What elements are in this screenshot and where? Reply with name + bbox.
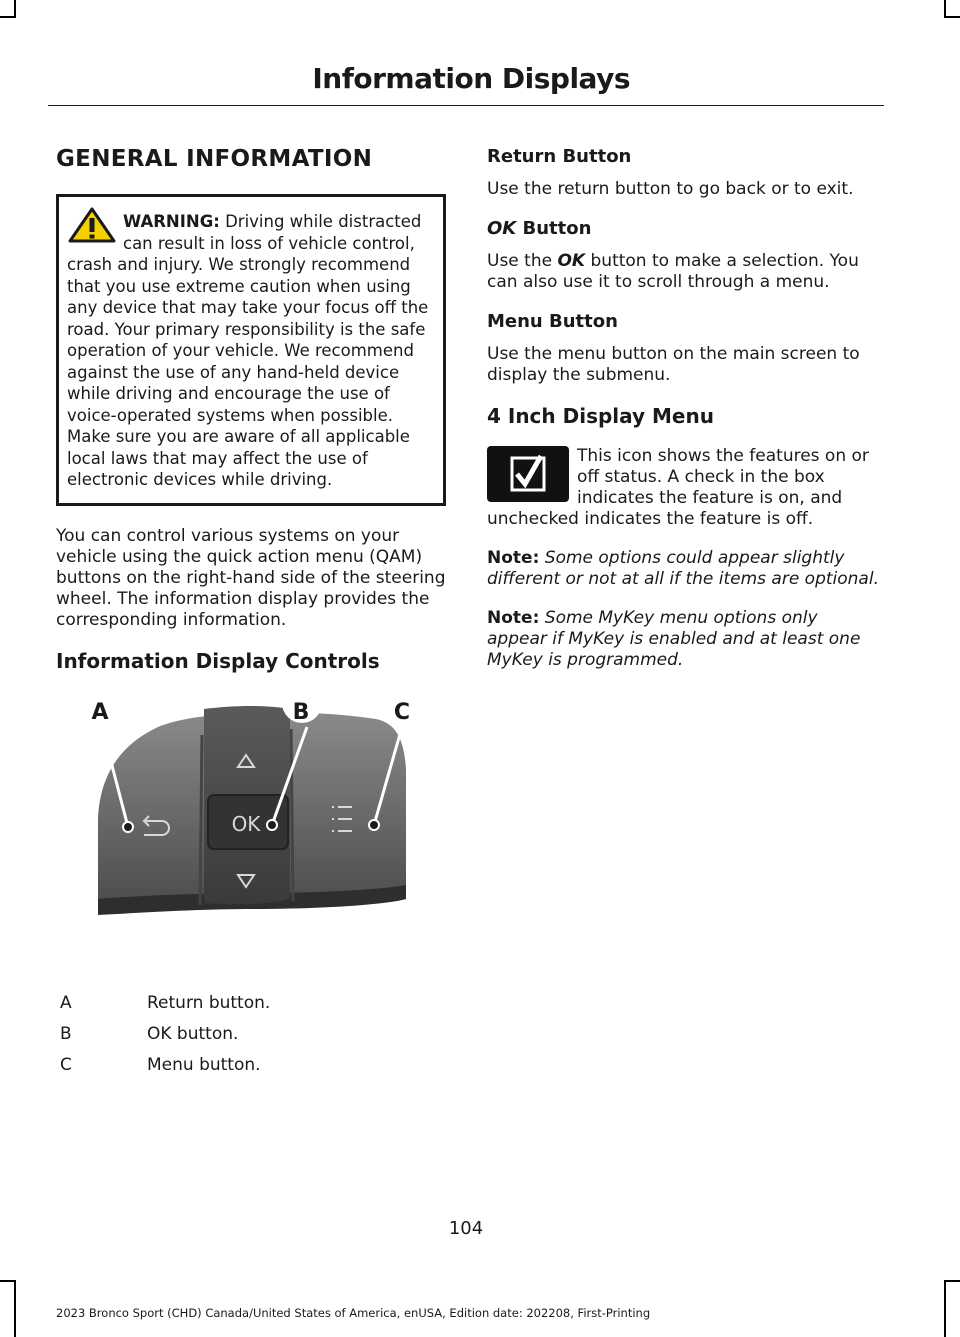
warning-box: [56, 194, 446, 506]
crop-mark: [0, 1280, 16, 1282]
ok-heading-rest: Button: [516, 218, 592, 239]
return-button-heading: Return Button: [487, 146, 632, 167]
right-column: [487, 146, 882, 689]
page-number: 104: [448, 1218, 484, 1239]
checkbox-checked-icon: [487, 446, 569, 508]
intro-paragraph: You can control various systems on your vehicle using the quick action menu (QAM) buttons on the right-hand side of the steering wheel. The information display provides the corresponding information.: [56, 525, 446, 630]
legend-text: Menu button.: [147, 1054, 261, 1075]
steering-controls-figure: [91, 699, 416, 961]
checkbox-text: This icon shows the features on or off status. A check in the box indicates the feature is on, and unchecked indicates the feature is off.: [487, 446, 869, 529]
left-column: [56, 146, 446, 1086]
ok-button-heading: [487, 218, 882, 239]
controls-heading: Information Display Controls: [56, 648, 380, 673]
checkbox-paragraph: [487, 446, 882, 530]
warning-label: WARNING:: [123, 212, 220, 231]
legend-text: Return button.: [147, 992, 271, 1013]
ok-text-pre: Use the: [487, 251, 558, 271]
menu-button-heading: Menu Button: [487, 311, 618, 332]
legend-row: [56, 1055, 446, 1076]
crop-mark: [14, 1280, 16, 1337]
legend-key: A: [60, 992, 72, 1013]
warning-triangle-icon: [67, 207, 119, 241]
footer-text: 2023 Bronco Sport (CHD) Canada/United States of America, enUSA, Edition date: 202208, First-Printing: [56, 1306, 651, 1320]
legend-row: [56, 1024, 446, 1045]
crop-mark: [944, 1280, 960, 1282]
section-title: GENERAL INFORMATION: [56, 146, 373, 172]
menu-button-text: Use the menu button on the main screen to display the submenu.: [487, 344, 860, 385]
ok-text-post: button to make a selection. You can also use it to scroll through a menu.: [487, 251, 859, 292]
note-text: Some options could appear slightly different or not at all if the items are optional.: [487, 548, 879, 589]
legend-key: C: [60, 1054, 72, 1075]
ok-button-label: OK: [231, 811, 261, 836]
header-divider: [48, 105, 884, 106]
ok-button-text: [487, 251, 882, 293]
legend-text: OK button.: [147, 1023, 239, 1044]
callout-a: A: [91, 699, 109, 725]
note-text: Some MyKey menu options only appear if MyKey is enabled and at least one MyKey is programmed.: [487, 608, 861, 670]
figure-legend: [56, 993, 446, 1076]
note-label: Note:: [487, 548, 540, 568]
crop-mark: [0, 16, 16, 18]
note-1: [487, 548, 882, 590]
return-button-text: Use the return button to go back or to exit.: [487, 179, 854, 199]
ok-heading-italic: OK: [487, 218, 517, 239]
crop-mark: [944, 1280, 946, 1337]
display-menu-heading: 4 Inch Display Menu: [487, 404, 714, 428]
crop-mark: [944, 16, 960, 18]
note-2: [487, 608, 882, 671]
warning-text: Driving while distracted can result in loss of vehicle control, crash and injury. We strongly recommend that you use extreme caution when using any device that may take your focus off the road. Your primary responsibility is the safe operation of your vehicle. We recommend against the use of any hand-held device while driving and encourage the use of voice-operated systems when possible. Make sure you are aware of all applicable local laws that may affect the use of electronic devices while driving.: [67, 212, 429, 489]
ok-text-em: OK: [557, 251, 586, 271]
legend-row: [56, 993, 446, 1014]
page-title: Information Displays: [312, 62, 630, 95]
callout-c: C: [393, 699, 411, 725]
legend-key: B: [60, 1023, 72, 1044]
callout-b: B: [292, 699, 310, 725]
note-label: Note:: [487, 608, 540, 628]
